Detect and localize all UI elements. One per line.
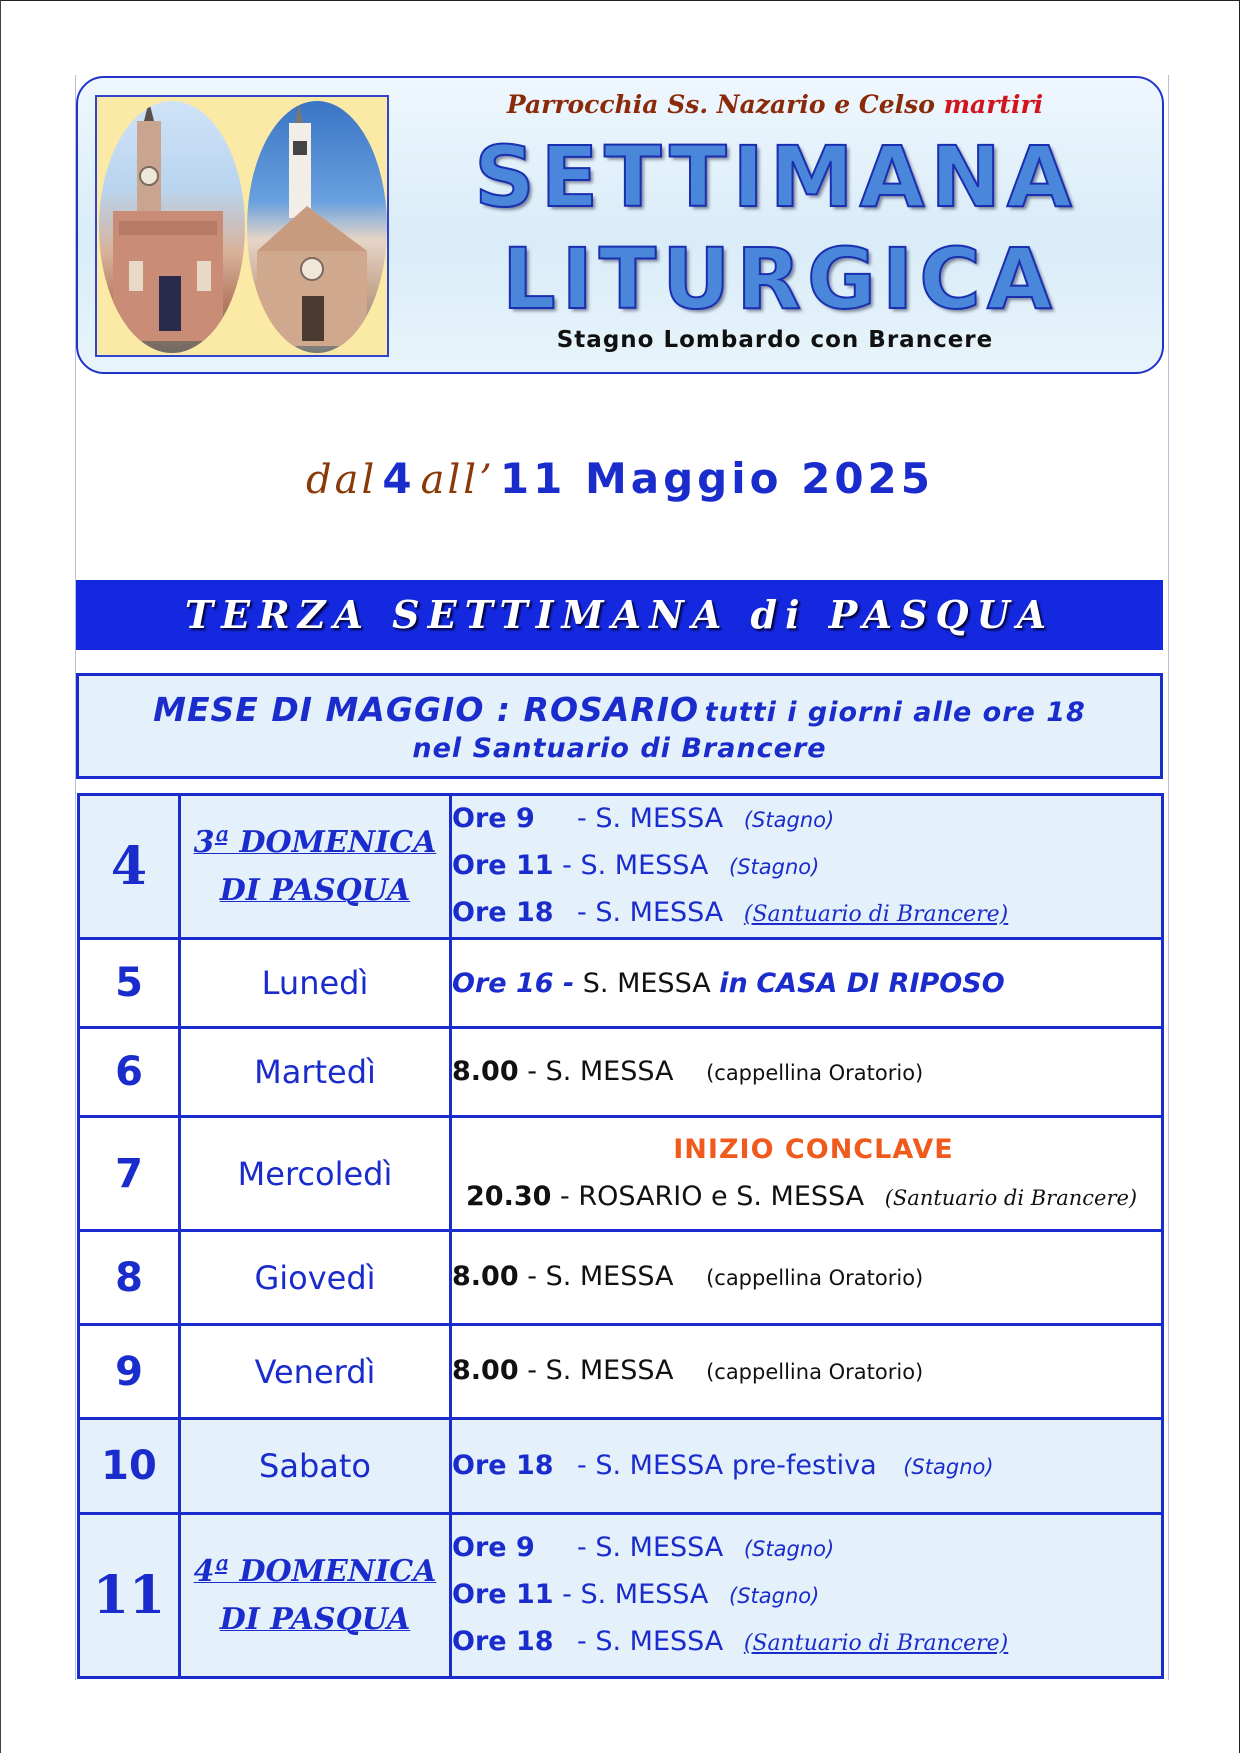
event-time: 20.30 xyxy=(466,1181,552,1212)
event-label: S. MESSA xyxy=(595,1532,724,1563)
day-events xyxy=(451,1028,1163,1117)
event-location: (cappellina Oratorio) xyxy=(706,1060,924,1085)
event-sep: - xyxy=(527,1055,537,1087)
title-line-1: SETTIMANA xyxy=(474,128,1078,226)
date-end: 11 Maggio 2025 xyxy=(499,454,935,503)
event-sep: - xyxy=(527,1261,537,1292)
date-start: 4 xyxy=(382,454,416,503)
event xyxy=(452,961,1161,1006)
event xyxy=(452,1572,1161,1619)
rosary-notice xyxy=(76,673,1163,779)
event-time: 8.00 xyxy=(452,1055,519,1087)
day-name: Giovedì xyxy=(180,1231,451,1325)
rosary-place: nel Santuario di Brancere xyxy=(412,733,827,764)
day-events xyxy=(451,1514,1163,1678)
event-label: S. MESSA xyxy=(580,850,709,881)
event-time: Ore 18 xyxy=(452,1626,554,1657)
event xyxy=(452,796,1161,843)
event-label: S. MESSA xyxy=(595,897,724,928)
day-events xyxy=(451,939,1163,1028)
day-name xyxy=(180,795,451,939)
event-label: S. MESSA xyxy=(580,1579,709,1610)
week-banner: TERZA SETTIMANA di PASQUA xyxy=(76,580,1163,650)
event-label: S. MESSA xyxy=(545,1055,674,1087)
day-number: 7 xyxy=(79,1117,180,1231)
event-label: S. MESSA xyxy=(595,803,724,834)
schedule-table xyxy=(77,793,1164,1679)
event-time: Ore 9 xyxy=(452,803,535,834)
event xyxy=(452,1619,1161,1666)
day-events xyxy=(451,1325,1163,1419)
church-photos xyxy=(95,95,389,357)
day-number: 4 xyxy=(79,795,180,939)
event xyxy=(452,1443,1161,1490)
event-sep: - xyxy=(562,1579,572,1610)
event-location: (cappellina Oratorio) xyxy=(706,1360,924,1384)
event-time: Ore 16 - xyxy=(452,967,575,999)
table-row xyxy=(79,1117,1163,1231)
event-sep: - xyxy=(577,897,587,928)
day-events xyxy=(451,795,1163,939)
event-time: Ore 11 xyxy=(452,850,554,881)
table-row xyxy=(79,1325,1163,1419)
event-sep: - xyxy=(577,803,587,834)
event-time: 8.00 xyxy=(452,1355,519,1386)
day-name: Lunedì xyxy=(180,939,451,1028)
day-number: 8 xyxy=(79,1231,180,1325)
event xyxy=(452,843,1161,890)
day-number: 10 xyxy=(79,1419,180,1514)
event xyxy=(466,1174,1161,1221)
title-line-2: LITURGICA xyxy=(502,230,1058,328)
table-row xyxy=(79,1419,1163,1514)
event-time: Ore 18 xyxy=(452,1449,554,1481)
event xyxy=(452,1254,1161,1301)
day-name-line2: DI PASQUA xyxy=(219,872,411,908)
locality: Stagno Lombardo con Brancere xyxy=(556,327,994,353)
conclave-note: INIZIO CONCLAVE xyxy=(673,1134,954,1165)
event-location: (cappellina Oratorio) xyxy=(706,1266,924,1290)
event-location: (Santuario di Brancere) xyxy=(743,1631,1009,1656)
day-events xyxy=(451,1117,1163,1231)
day-name xyxy=(180,1514,451,1678)
event-sep: - xyxy=(527,1355,537,1386)
event xyxy=(452,1525,1161,1572)
event-label: S. MESSA pre-festiva xyxy=(595,1449,877,1481)
event-time: Ore 9 xyxy=(452,1532,535,1563)
day-number: 11 xyxy=(79,1514,180,1678)
event-label: S. MESSA xyxy=(545,1355,674,1386)
date-all: all’ xyxy=(420,457,495,503)
date-range xyxy=(76,454,1164,503)
rosary-time: tutti i giorni alle ore 18 xyxy=(704,697,1086,728)
day-events xyxy=(451,1231,1163,1325)
day-number: 5 xyxy=(79,939,180,1028)
day-name: Sabato xyxy=(180,1419,451,1514)
church-photo-right xyxy=(247,101,387,353)
event-location: CASA DI RIPOSO xyxy=(756,967,1005,999)
event-sep: - xyxy=(562,850,572,881)
event-sep: - xyxy=(577,1626,587,1657)
day-name: Venerdì xyxy=(180,1325,451,1419)
event-time: 8.00 xyxy=(452,1261,519,1292)
event-label: ROSARIO e S. MESSA xyxy=(578,1181,865,1212)
event xyxy=(452,890,1161,937)
event-location: (Stagno) xyxy=(743,1537,835,1561)
event-sep: - xyxy=(560,1181,570,1212)
day-name-line2: DI PASQUA xyxy=(219,1601,411,1637)
parish-name xyxy=(390,90,1160,119)
day-name-line1: 4ª DOMENICA xyxy=(193,1553,437,1589)
event-location: (Santuario di Brancere) xyxy=(884,1186,1138,1210)
event-in: in xyxy=(719,967,748,999)
day-events xyxy=(451,1419,1163,1514)
event-location: (Stagno) xyxy=(729,855,820,879)
parish-suffix: martiri xyxy=(943,90,1044,119)
church-photo-left xyxy=(99,101,245,353)
event-location: (Stagno) xyxy=(743,808,835,832)
date-dal: dal xyxy=(305,457,378,503)
event-location: (Stagno) xyxy=(729,1584,820,1608)
event-location: (Stagno) xyxy=(903,1454,994,1479)
table-row xyxy=(79,1514,1163,1678)
day-name: Martedì xyxy=(180,1028,451,1117)
table-row xyxy=(79,939,1163,1028)
event-sep: - xyxy=(577,1532,587,1563)
day-name: Mercoledì xyxy=(180,1117,451,1231)
event xyxy=(452,1049,1161,1096)
rosary-title: MESE DI MAGGIO : ROSARIO xyxy=(153,690,700,729)
event-time: Ore 18 xyxy=(452,897,554,928)
parish-prefix: Parrocchia Ss. Nazario e Celso xyxy=(506,90,935,119)
event-sep: - xyxy=(577,1449,587,1481)
event-time: Ore 11 xyxy=(452,1579,554,1610)
day-name-line1: 3ª DOMENICA xyxy=(193,824,437,860)
table-row xyxy=(79,795,1163,939)
table-row xyxy=(79,1231,1163,1325)
event-label: S. MESSA xyxy=(595,1626,724,1657)
day-number: 9 xyxy=(79,1325,180,1419)
event xyxy=(452,1348,1161,1395)
event-location: (Santuario di Brancere) xyxy=(743,902,1009,927)
event-label: S. MESSA xyxy=(582,967,711,999)
table-row xyxy=(79,1028,1163,1117)
event-label: S. MESSA xyxy=(545,1261,674,1292)
day-number: 6 xyxy=(79,1028,180,1117)
